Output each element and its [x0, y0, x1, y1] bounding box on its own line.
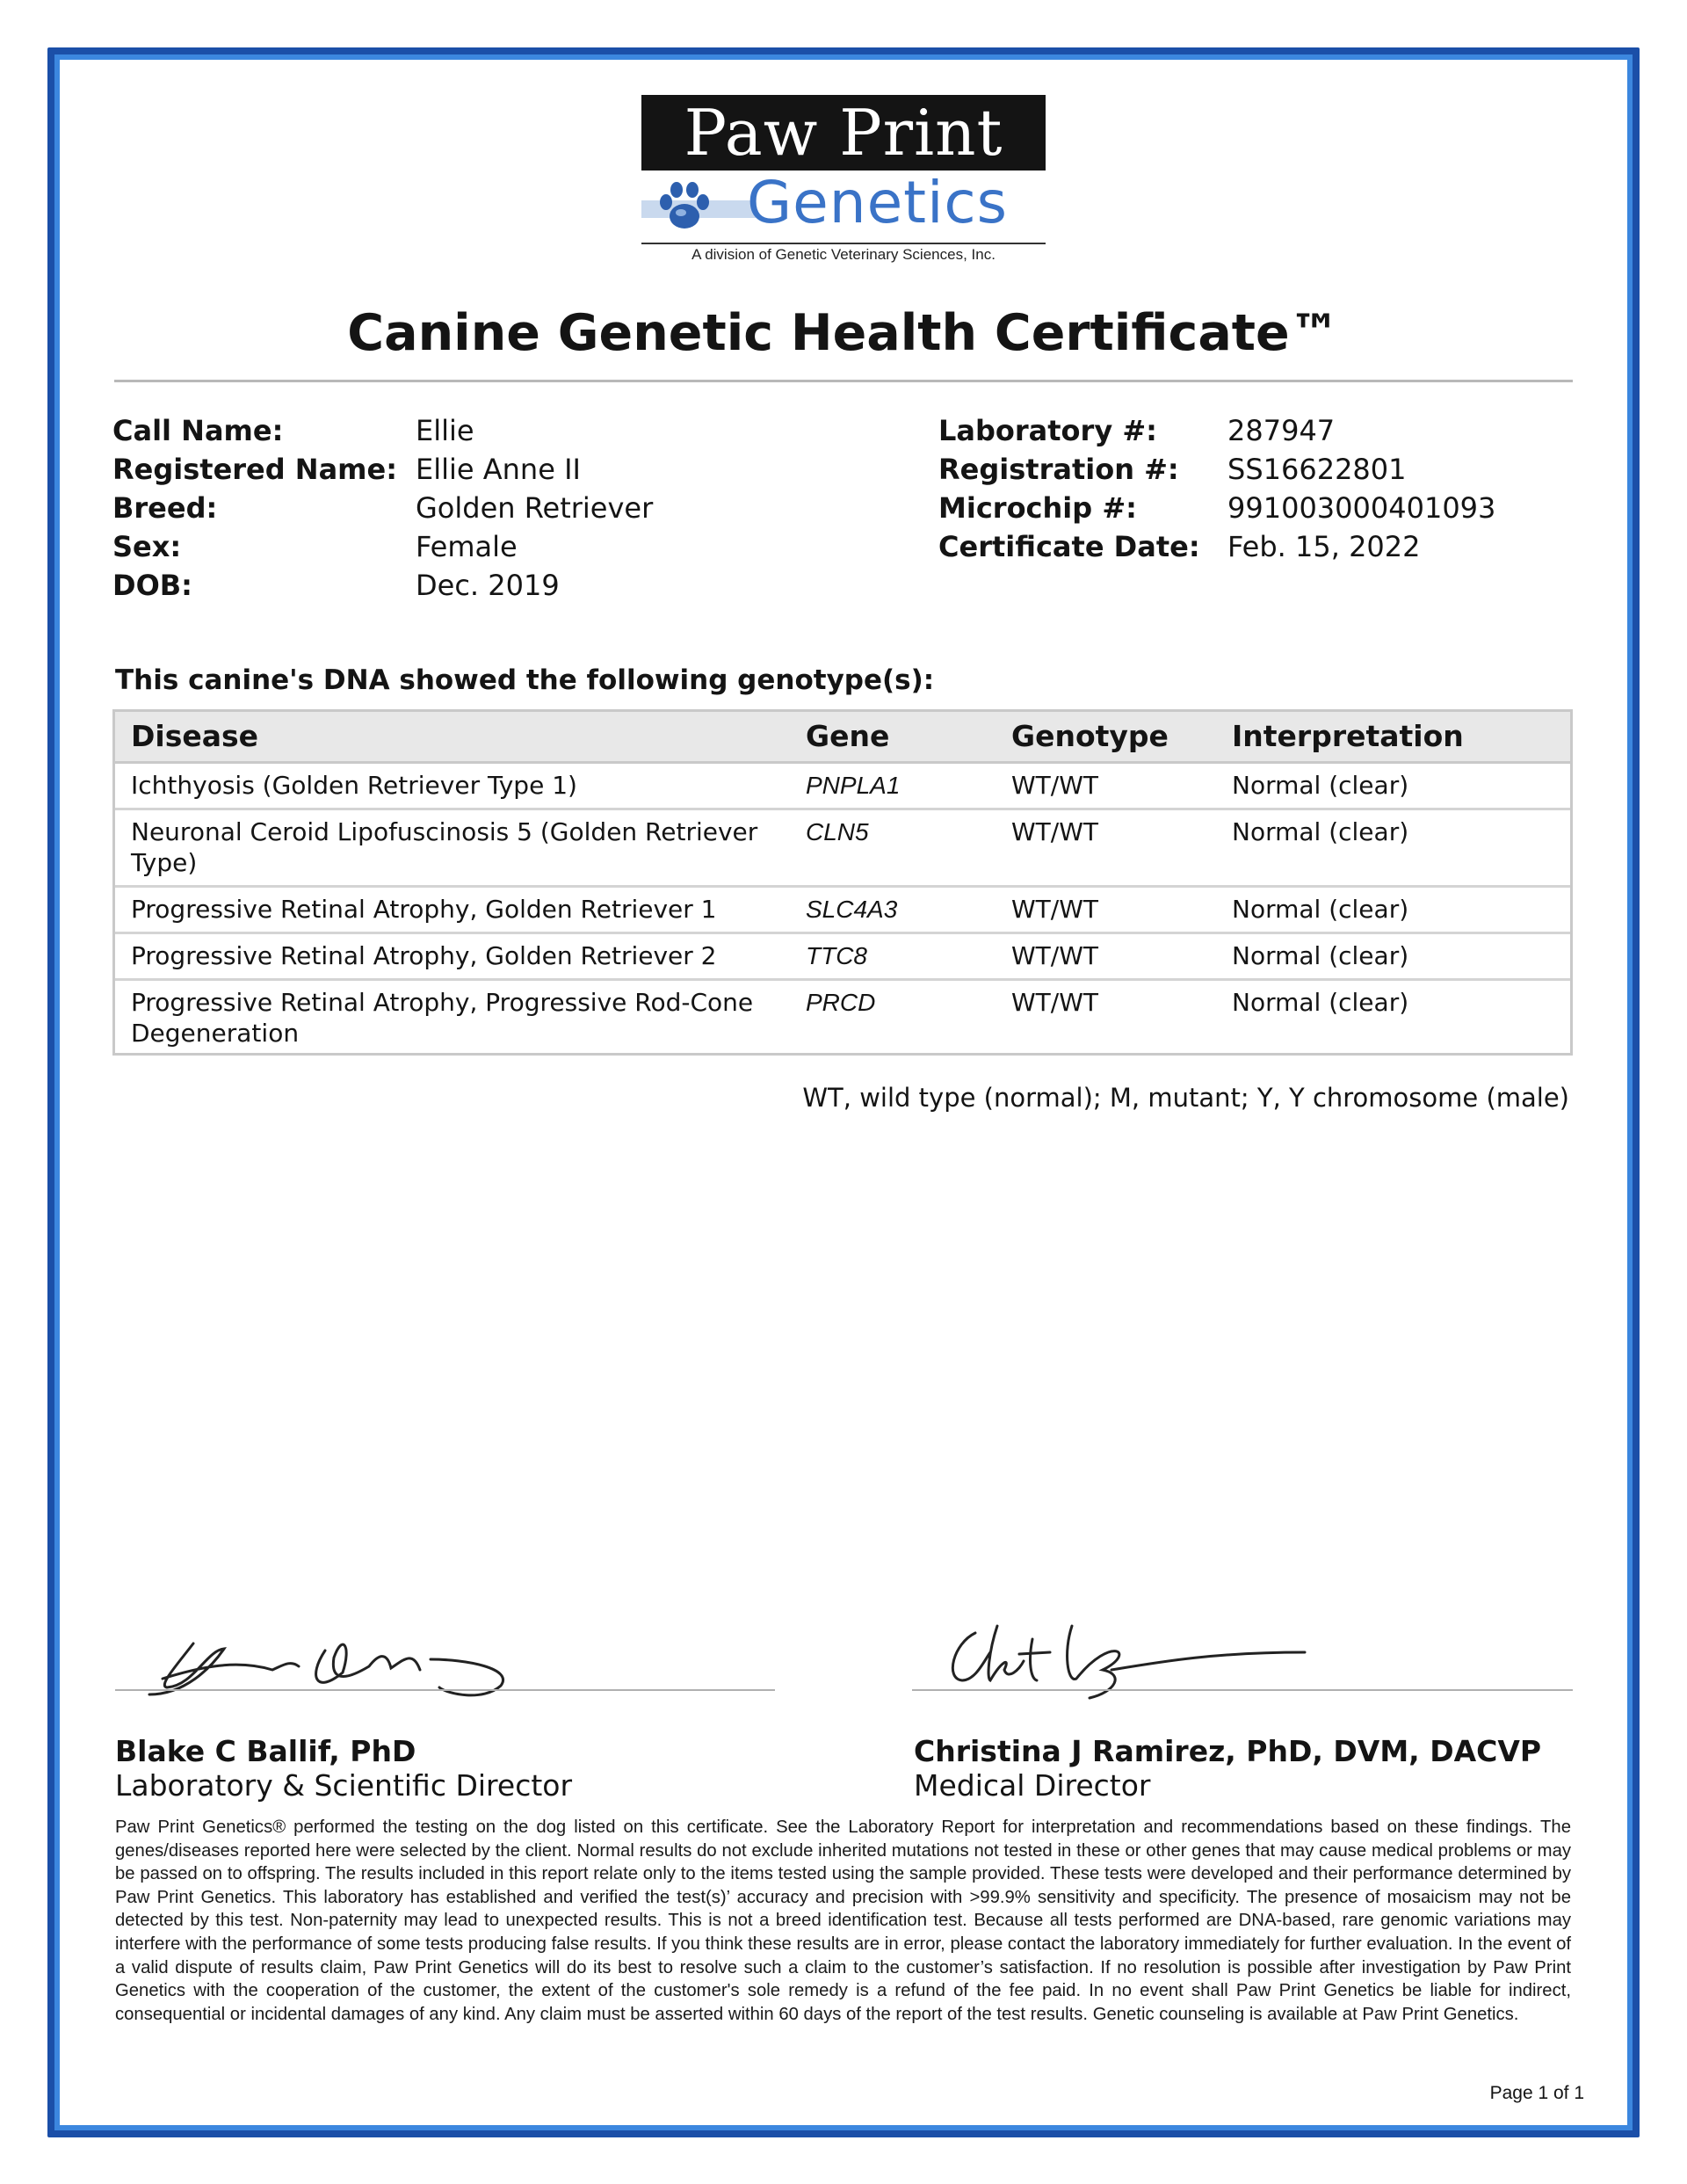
- disease-cell-continued: Degeneration: [131, 1019, 300, 1048]
- laboratory-number-label: Laboratory #:: [938, 414, 1157, 447]
- gene-cell: CLN5: [806, 818, 869, 845]
- genotype-table: [112, 709, 1573, 1056]
- logo-wordmark-top: Paw Print: [641, 95, 1046, 171]
- genotype-legend: WT, wild type (normal); M, mutant; Y, Y chromosome (male): [802, 1083, 1569, 1113]
- call-name-value: Ellie: [416, 414, 474, 447]
- gene-cell: PRCD: [806, 989, 876, 1016]
- signature-line: [115, 1689, 775, 1691]
- microchip-number-label: Microchip #:: [938, 491, 1137, 525]
- gene-cell: TTC8: [806, 942, 867, 969]
- column-header-disease: Disease: [131, 719, 259, 753]
- microchip-number-value: 991003000401093: [1227, 491, 1496, 525]
- table-row: [115, 888, 1570, 934]
- table-header: [115, 712, 1570, 764]
- results-heading: This canine's DNA showed the following genotype(s):: [115, 664, 935, 696]
- interpretation-cell: Normal (clear): [1232, 817, 1409, 846]
- disease-cell: Neuronal Ceroid Lipofuscinosis 5 (Golden Retriever: [131, 817, 758, 846]
- certificate-date-value: Feb. 15, 2022: [1227, 530, 1421, 563]
- table-row: [115, 981, 1570, 1053]
- genotype-cell: WT/WT: [1011, 988, 1099, 1017]
- logo-wordmark-genetics: Genetics: [747, 169, 1009, 236]
- signer-name: Blake C Ballif, PhD: [115, 1734, 416, 1768]
- registration-number-value: SS16622801: [1227, 453, 1407, 486]
- signer-name: Christina J Ramirez, PhD, DVM, DACVP: [914, 1734, 1542, 1768]
- disease-cell: Progressive Retinal Atrophy, Golden Retriever 2: [131, 941, 717, 970]
- breed-value: Golden Retriever: [416, 491, 654, 525]
- signature-ramirez: [936, 1617, 1322, 1705]
- title-divider: [114, 380, 1573, 382]
- signature-line: [912, 1689, 1573, 1691]
- disease-cell: Progressive Retinal Atrophy, Progressive Rod-Cone: [131, 988, 754, 1017]
- dob-label: DOB:: [112, 569, 192, 602]
- legal-disclaimer: Paw Print Genetics® performed the testing on the dog listed on this certificate. See the Laboratory Report for interpretation and recommendations based on these findings. The genes/diseases reported here were selected by the client. Normal results do not exclude inherited mutations not tested in these or other genes that may cause medical problems or may be passed on to offspring. The results included in this report relate only to the items tested using the sample provided. These tests were developed and their performance determined by Paw Print Genetics. This laboratory has established and verified the test(s)’ accuracy and precision with >99.9% sensitivity and specificity. The presence of mosaicism may not be detected by this test. Non-paternity may lead to unexpected results. This is not a breed identification test. Because all tests performed are DNA-based, rare genomic variations may interfere with the performance of some tests producing false results. If you think these results are in error, please contact the laboratory immediately for further evaluation. In the event of a valid dispute of results claim, Paw Print Genetics will do its best to resolve such a claim to the customer’s satisfaction. If no resolution is possible after investigation by Paw Print Genetics with the cooperation of the customer, the extent of the customer's sole remedy is a refund of the fee paid. In no event shall Paw Print Genetics be liable for indirect, consequential or incidental damages of any kind. Any claim must be asserted within 60 days of the report of the test results. Genetic counseling is available at Paw Print Genetics.: [115, 1818, 1571, 2024]
- paw-print-genetics-logo: [641, 95, 1046, 272]
- gene-cell: SLC4A3: [806, 896, 898, 923]
- signer-title: Laboratory & Scientific Director: [115, 1768, 573, 1803]
- gene-cell: PNPLA1: [806, 772, 901, 799]
- disease-cell: Ichthyosis (Golden Retriever Type 1): [131, 771, 577, 800]
- registered-name-value: Ellie Anne II: [416, 453, 581, 486]
- sex-value: Female: [416, 530, 518, 563]
- genotype-cell: WT/WT: [1011, 771, 1099, 800]
- disease-cell: Progressive Retinal Atrophy, Golden Retriever 1: [131, 895, 717, 924]
- signer-title: Medical Director: [914, 1768, 1151, 1803]
- page-number: Page 1 of 1: [1489, 2083, 1584, 2103]
- column-header-genotype: Genotype: [1011, 719, 1169, 753]
- interpretation-cell: Normal (clear): [1232, 895, 1409, 924]
- certificate-title: Canine Genetic Health Certificate™: [347, 304, 1340, 362]
- interpretation-cell: Normal (clear): [1232, 988, 1409, 1017]
- table-row: [115, 764, 1570, 810]
- breed-label: Breed:: [112, 491, 218, 525]
- column-header-interpretation: Interpretation: [1232, 719, 1464, 753]
- registration-number-label: Registration #:: [938, 453, 1179, 486]
- signature-ballif: [141, 1624, 527, 1703]
- logo-tagline: A division of Genetic Veterinary Sciences, Inc.: [691, 246, 996, 263]
- interpretation-cell: Normal (clear): [1232, 771, 1409, 800]
- sex-label: Sex:: [112, 530, 182, 563]
- table-row: [115, 810, 1570, 888]
- genotype-cell: WT/WT: [1011, 817, 1099, 846]
- registered-name-label: Registered Name:: [112, 453, 398, 486]
- genotype-cell: WT/WT: [1011, 895, 1099, 924]
- call-name-label: Call Name:: [112, 414, 284, 447]
- disease-cell-continued: Type): [131, 848, 198, 877]
- genotype-cell: WT/WT: [1011, 941, 1099, 970]
- column-header-gene: Gene: [806, 719, 890, 753]
- certificate-date-label: Certificate Date:: [938, 530, 1200, 563]
- dob-value: Dec. 2019: [416, 569, 560, 602]
- laboratory-number-value: 287947: [1227, 414, 1336, 447]
- paw-icon: [654, 176, 715, 237]
- interpretation-cell: Normal (clear): [1232, 941, 1409, 970]
- table-row: [115, 934, 1570, 981]
